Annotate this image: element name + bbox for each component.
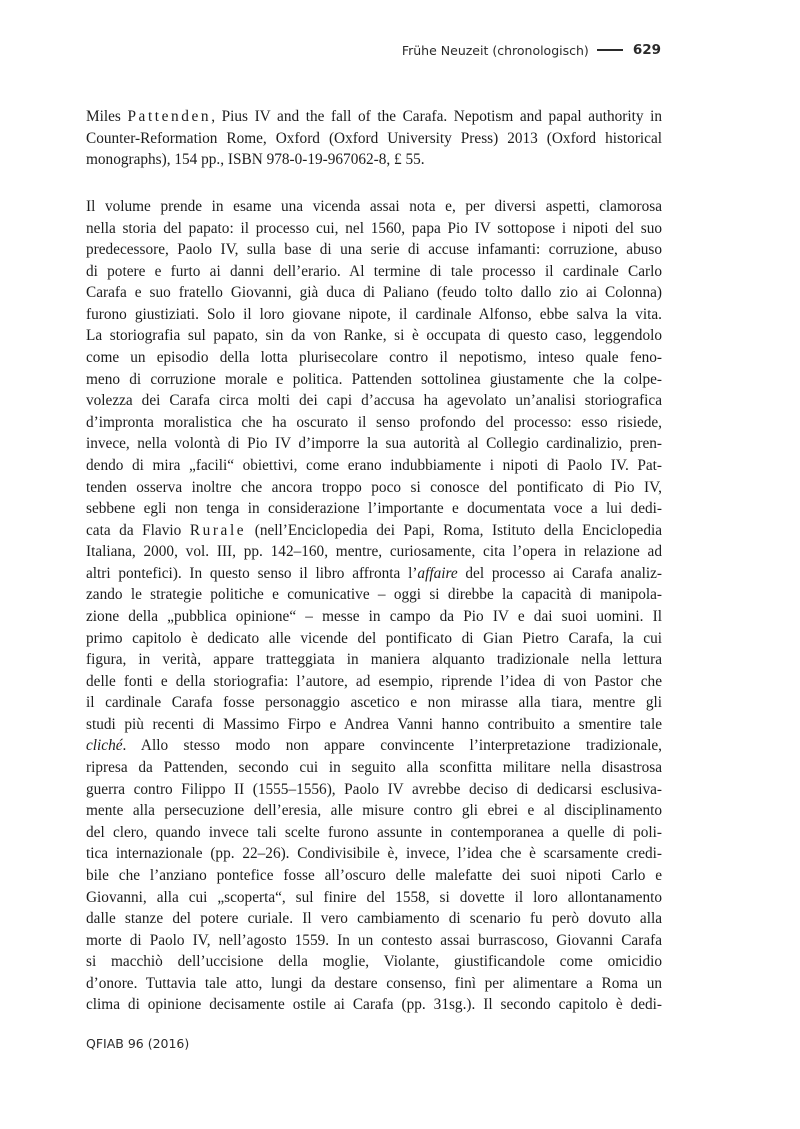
header-rule	[597, 49, 623, 51]
text-line	[86, 649, 662, 671]
text-segment: (nell’Enciclopedia dei Papi, Roma, Istituto della Enciclopedia	[246, 521, 663, 539]
text-line	[86, 520, 662, 542]
author-surname: Rurale	[189, 521, 247, 539]
review-body	[86, 196, 662, 1016]
text-line	[86, 498, 662, 520]
text-line	[86, 994, 662, 1016]
text-line	[86, 735, 662, 757]
text-line	[86, 779, 662, 801]
text-line	[86, 822, 662, 844]
text-segment: cata da Flavio	[86, 521, 190, 539]
text-line	[86, 865, 662, 887]
text-line	[86, 261, 662, 283]
text-line	[86, 196, 662, 218]
text-line	[86, 369, 662, 391]
text-segment: clima di opinione decisamente ostile ai Carafa (pp. 31sg.). Il secondo capitolo è dedi-	[86, 996, 662, 1014]
text-segment: tica internazionale (pp. 22–26). Condivisibile è, invece, l’idea che è scarsamente credi-	[86, 845, 662, 863]
text-segment: Carafa e suo fratello Giovanni, già duca di Paliano (feudo tolto dallo zio ai Colonna)	[86, 284, 662, 302]
text-line	[86, 757, 662, 779]
text-line	[86, 628, 662, 650]
page-number: 629	[632, 42, 661, 58]
text-line	[86, 930, 662, 952]
text-segment: primo capitolo è dedicato alle vicende del pontificato di Gian Pietro Carafa, la cui	[86, 629, 662, 647]
citation-text: Miles	[86, 108, 128, 125]
text-line	[86, 973, 662, 995]
text-line	[86, 692, 662, 714]
text-segment: mente alla persecuzione dell’eresia, alle misure contro gli ebrei e al disciplinamento	[86, 802, 662, 820]
text-segment: . Allo stesso modo non appare convincente l’interpretazione tradizionale,	[122, 737, 662, 755]
text-segment: zando le strategie politiche e comunicative – oggi si direbbe la capacità di manipola-	[86, 586, 662, 604]
text-segment: Il volume prende in esame una vicenda assai nota e, per diversi aspetti, clamorosa	[86, 198, 662, 215]
citation-line	[86, 106, 662, 128]
text-line	[86, 843, 662, 865]
text-line	[86, 455, 662, 477]
citation-line	[86, 149, 662, 171]
text-segment: figura, in verità, appare tratteggiata in maniera alquanto tradizionale nella lettura	[86, 651, 662, 669]
text-segment: il cardinale Carafa fosse personaggio ascetico e non mirasse alla tiara, mentre gli	[86, 694, 662, 712]
text-segment: Italiana, 2000, vol. III, pp. 142–160, mentre, curiosamente, cita l’opera in relazione ad	[86, 543, 662, 561]
text-segment: d’onore. Tuttavia tale atto, lungi da destare consenso, finì per alimentare a Roma un	[86, 974, 662, 992]
text-segment: predecessore, Paolo IV, sulla base di una serie di accuse infamanti: corruzione, abuso	[86, 241, 662, 259]
running-head	[402, 42, 661, 58]
text-segment: studi più recenti di Massimo Firpo e Andrea Vanni hanno contribuito a smentire tale	[86, 715, 662, 733]
text-segment: Giovanni, alla cui „scoperta“, sul finire del 1558, si dovette il loro allontanamento	[86, 888, 662, 906]
text-segment: meno di corruzione morale e politica. Pattenden sottolinea giustamente che la colpe-	[86, 370, 662, 388]
text-segment: dalle stanze del potere curiale. Il vero cambiamento di scenario fu però dovuto alla	[86, 910, 662, 928]
text-line	[86, 347, 662, 369]
text-segment: di potere e furto ai danni dell’erario. Al termine di tale processo il cardinale Carlo	[86, 262, 662, 280]
text-line	[86, 390, 662, 412]
text-line	[86, 606, 662, 628]
text-line	[86, 239, 662, 261]
section-title: Frühe Neuzeit (chronologisch)	[401, 42, 589, 58]
text-segment: furono giustiziati. Solo il loro giovane nipote, il cardinale Alfonso, ebbe salva la vita.	[86, 305, 662, 323]
italic-term: cliché	[86, 737, 123, 755]
text-segment: volezza dei Carafa circa molti dei capi d’accusa ha agevolato un’analisi storiografica	[86, 392, 662, 410]
text-line	[86, 714, 662, 736]
text-segment: sebbene egli non tenga in considerazione l’importante e documentata voce a lui dedi-	[86, 500, 662, 518]
text-segment: dendo di mira „facili“ obiettivi, come erano indubbiamente i nipoti di Paolo IV. Pat-	[86, 456, 662, 474]
text-line	[86, 541, 662, 563]
journal-footer: QFIAB 96 (2016)	[86, 1036, 190, 1051]
text-line	[86, 304, 662, 326]
text-line	[86, 584, 662, 606]
text-segment: bile che l’anziano pontefice fosse all’oscuro delle malefatte dei suoi nipoti Carlo e	[86, 866, 662, 884]
text-line	[86, 800, 662, 822]
text-segment: delle fonti e della storiografia: l’autore, ad esempio, riprende l’idea di von Pastor che	[86, 672, 662, 690]
text-segment: come un episodio della lotta plurisecolare contro il nepotismo, inteso quale feno-	[86, 349, 662, 367]
text-segment: altri pontefici). In questo senso il libro affronta l’	[86, 564, 418, 582]
text-line	[86, 951, 662, 973]
text-line	[86, 671, 662, 693]
italic-term: affaire	[417, 564, 458, 582]
text-segment: invece, nella volontà di Pio IV d’imporre la sua autorità al Collegio cardinalizio, pren-	[86, 435, 662, 453]
citation-text: , Pius IV and the fall of the Carafa. Nepotism and papal authority in	[211, 108, 662, 125]
text-segment: del clero, quando invece tali scelte furono assunte in contemporanea a quelle di poli-	[86, 823, 662, 841]
text-segment: ripresa da Pattenden, secondo cui in seguito alla sconfitta militare nella disastrosa	[86, 759, 662, 777]
text-line	[86, 282, 662, 304]
citation-text: monographs), 154 pp., ISBN 978-0-19-967062-8, £ 55.	[86, 151, 425, 169]
citation-text: Counter-Reformation Rome, Oxford (Oxford University Press) 2013 (Oxford historical	[86, 129, 662, 147]
text-line	[86, 433, 662, 455]
text-line	[86, 477, 662, 499]
text-segment: zione della „pubblica opinione“ – messe in campo da Pio IV e dai suoi uomini. Il	[86, 607, 662, 625]
text-line	[86, 563, 662, 585]
text-segment: tenden osserva inoltre che ancora troppo poco si conosce del pontificato di Pio IV,	[86, 478, 662, 496]
author-surname: Pattenden	[127, 108, 212, 125]
text-segment: d’impronta moralistica che ha oscurato il senso profondo del processo: esso risiede,	[86, 413, 662, 431]
text-line	[86, 908, 662, 930]
text-line	[86, 218, 662, 240]
text-segment: si macchiò dell’uccisione della moglie, Violante, giustificandole come omicidio	[86, 953, 662, 971]
text-segment: morte di Paolo IV, nell’agosto 1559. In un contesto assai burrascoso, Giovanni Carafa	[86, 931, 662, 949]
text-line	[86, 412, 662, 434]
text-segment: guerra contro Filippo II (1555–1556), Paolo IV avrebbe deciso di dedicarsi esclusiva-	[86, 780, 662, 798]
text-line	[86, 887, 662, 909]
text-line	[86, 325, 662, 347]
text-segment: del processo ai Carafa analiz-	[457, 564, 662, 582]
citation-line	[86, 128, 662, 150]
text-segment: La storiografia sul papato, sin da von Ranke, si è occupata di questo caso, leggendolo	[86, 327, 662, 345]
book-citation	[86, 106, 662, 171]
text-segment: nella storia del papato: il processo cui, nel 1560, papa Pio IV sottopose i nipoti del suo	[86, 219, 662, 237]
